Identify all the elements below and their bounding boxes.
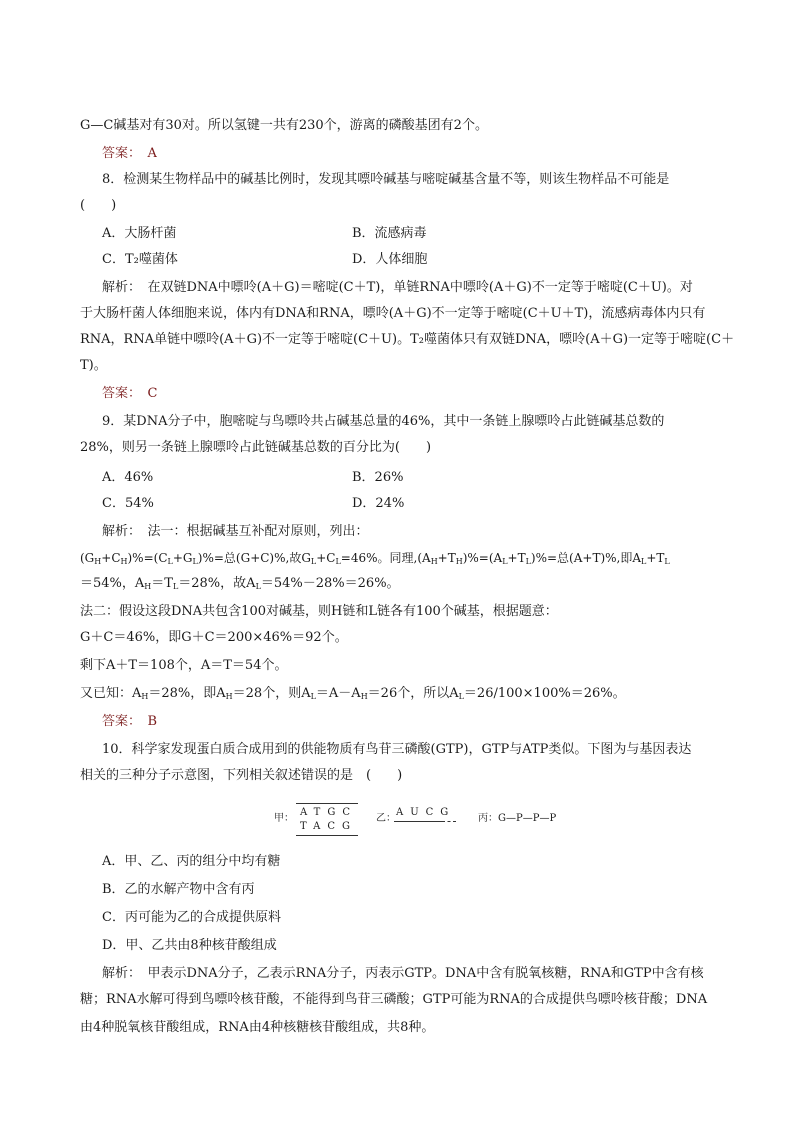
q8-option-a: A．大肠杆菌 bbox=[102, 226, 177, 241]
rna-strand-line bbox=[394, 821, 442, 822]
answer-line: 答案： C bbox=[102, 386, 158, 401]
dna-strand-line bbox=[296, 803, 358, 804]
q8-option-c: C．T₂噬菌体 bbox=[102, 252, 178, 267]
question-8: 8．检测某生物样品中的碱基比例时，发现其嘌呤碱基与嘧啶碱基含量不等，则该生物样品不可能是 bbox=[102, 172, 670, 187]
q10-option-c: C．丙可能为乙的合成提供原料 bbox=[102, 910, 281, 925]
analysis-line: 法二：假设这段DNA共包含100对碱基，则H链和L链各有100个碱基，根据题意： bbox=[80, 604, 558, 619]
question-9: 9．某DNA分子中，胞嘧啶与鸟嘌呤共占碱基总量的46%，其中一条链上腺嘌呤占此链碱基总数的 bbox=[102, 414, 665, 429]
rna-strand: AUCG bbox=[396, 807, 456, 818]
answer-line: 答案： A bbox=[102, 146, 157, 161]
jia-label: 甲： bbox=[274, 813, 294, 824]
question-9-cont: 28%，则另一条链上腺嘌呤占此链碱基总数的百分比为( ) bbox=[80, 440, 432, 455]
q9-option-d: D．24% bbox=[352, 496, 405, 511]
answer-line: 答案： B bbox=[102, 714, 158, 729]
analysis-line: 解析： 在双链DNA中嘌呤(A＋G)＝嘧啶(C＋T)，单链RNA中嘌呤(A＋G)不一定等于嘧啶(C＋U)。对 bbox=[102, 280, 693, 295]
dna-top-strand: ATGC bbox=[300, 807, 357, 818]
q9-option-a: A．46% bbox=[102, 470, 154, 485]
q8-option-d: D．人体细胞 bbox=[352, 252, 428, 267]
analysis-line: G＋C＝46%，即G＋C＝200×46%＝92个。 bbox=[80, 630, 348, 645]
q8-option-b: B．流感病毒 bbox=[352, 226, 427, 241]
text-line: G—C碱基对有30对。所以氢键一共有230个，游离的磷酸基团有2个。 bbox=[80, 118, 488, 133]
analysis-line: RNA，RNA单链中嘌呤(A＋G)不一定等于嘧啶(C＋U)。T₂噬菌体只有双链DNA，嘌呤(A＋G)一定等于嘧啶(C＋ bbox=[80, 332, 735, 347]
analysis-line: ＝54%，$A_H=T_L=28\%$，故$A_L=54\%-28\%=26\%$。 bbox=[80, 576, 400, 591]
dna-bottom-strand: TACG bbox=[300, 821, 357, 832]
analysis-line: 解析： 法一：根据碱基互补配对原则，列出： bbox=[102, 524, 369, 539]
question-8-paren: ( ) bbox=[80, 198, 117, 213]
analysis-formula: $(G_H+C_H)\%=(C_L+G_L)\%=$总(G+C)%,故$G_L+C_L=46\%$。同理$,(A_H+T_H)\%=(A_L+T_L)\%=$总(A+T)%,即$A_L+T_L$ bbox=[80, 551, 670, 566]
analysis-line: 由4种脱氧核苷酸组成，RNA由4种核糖核苷酸组成，共8种。 bbox=[80, 1020, 435, 1035]
question-10: 10．科学家发现蛋白质合成用到的供能物质有鸟苷三磷酸(GTP)，GTP与ATP类似。下图为与基因表达 bbox=[102, 742, 692, 757]
rna-strand-dash bbox=[442, 821, 456, 822]
yi-label: 乙： bbox=[376, 813, 396, 824]
bing-label: 丙：G—P—P—P bbox=[478, 813, 557, 824]
analysis-line: 解析： 甲表示DNA分子，乙表示RNA分子，丙表示GTP。DNA中含有脱氧核糖，RNA和GTP中含有核 bbox=[102, 966, 704, 981]
q9-option-c: C．54% bbox=[102, 496, 154, 511]
analysis-line: 又已知：$A_H=28\%$，即$A_H=28$个，则$A_L=A-A_H=26$个，所以$A_L=26/100\times 100\%=26\%$。 bbox=[80, 686, 626, 701]
dna-strand-line bbox=[296, 835, 358, 836]
q9-option-b: B．26% bbox=[352, 470, 404, 485]
q10-option-a: A．甲、乙、丙的组分中均有糖 bbox=[102, 854, 281, 869]
question-10-cont: 相关的三种分子示意图，下列相关叙述错误的是 ( ) bbox=[80, 768, 403, 783]
analysis-line: 糖；RNA水解可得到鸟嘌呤核苷酸，不能得到鸟苷三磷酸；GTP可能为RNA的合成提供鸟嘌呤核苷酸；DNA bbox=[80, 992, 708, 1007]
q10-option-d: D．甲、乙共由8种核苷酸组成 bbox=[102, 938, 277, 953]
molecule-figure bbox=[270, 800, 560, 840]
analysis-line: 剩下A＋T＝108个，A＝T＝54个。 bbox=[80, 658, 288, 673]
q10-option-b: B．乙的水解产物中含有丙 bbox=[102, 882, 255, 897]
analysis-line: T)。 bbox=[80, 358, 107, 373]
analysis-line: 于大肠杆菌人体细胞来说，体内有DNA和RNA，嘌呤(A＋G)不一定等于嘧啶(C＋U＋T)，流感病毒体内只有 bbox=[80, 306, 706, 321]
